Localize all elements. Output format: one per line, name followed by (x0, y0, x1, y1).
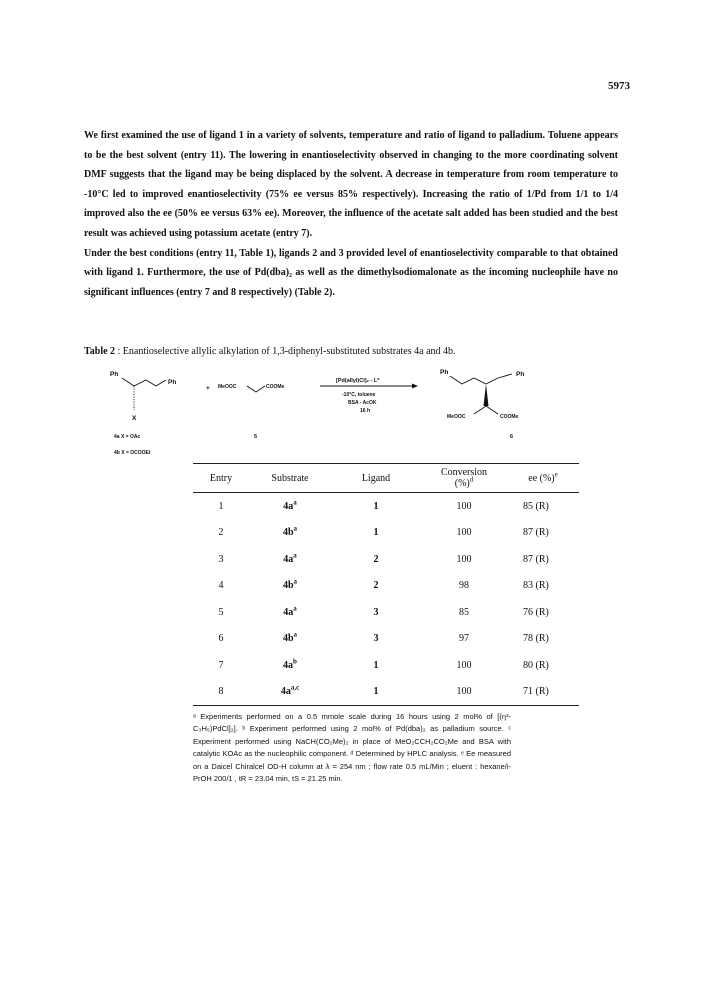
scheme-product-meooc: MeOOC (447, 414, 466, 420)
table-row (193, 573, 579, 600)
cell-ee: 83 (R) (523, 580, 549, 592)
table-row (193, 626, 579, 653)
product-chain (450, 374, 512, 384)
table-row (193, 493, 579, 520)
footnote-b: ᵇ Experiment performed using 2 mol% of Pd(dba)₂ as palladium source. (242, 724, 504, 734)
scheme-label-5: 5 (254, 434, 258, 440)
cell-ee: 85 (R) (523, 500, 549, 512)
scheme-ph-4: Ph (516, 371, 525, 378)
cell-conversion: 100 (456, 686, 472, 698)
cell-conversion: 100 (456, 527, 472, 539)
cell-ligand: 3 (373, 606, 379, 618)
cell-entry: 2 (218, 527, 224, 539)
cell-ee: 76 (R) (523, 606, 549, 618)
cell-entry: 7 (218, 659, 224, 671)
scheme-catalyst: [Pd(allyl)Cl]₂ - L* (336, 378, 380, 384)
header-entry: Entry (209, 472, 233, 484)
scheme-cond3: 16 h (360, 408, 371, 414)
cell-conversion: 100 (456, 553, 472, 565)
header-ee: ee (%)$^e$ (528, 470, 558, 484)
cell-entry: 4 (218, 580, 224, 592)
footnote-e: ᵉ Ee measured on a Daicel Chiralcel OD-H column at λ = 254 nm ; flow rate 0.5 mL/Min ; eluent : hexane/i-PrOH 200/1 , tR = 23.04 min, tS = 21.25 min. (193, 749, 511, 784)
reaction-scheme-drawing (110, 366, 590, 476)
results-table (193, 463, 579, 706)
cell-ee: 71 (R) (523, 686, 549, 698)
cell-substrate: $4a^a$ (283, 604, 297, 618)
header-ligand: Ligand (361, 472, 391, 484)
footnote-c: ᶜ Experiment performed using NaCH(CO₂Me)₂ in place of MeO₂CCH₂CO₂Me and BSA with catalytic KOAc as the nucleophilic component. (193, 724, 511, 759)
cell-ee: 78 (R) (523, 633, 549, 645)
cell-ligand: 2 (373, 553, 379, 565)
substrate-chain (122, 378, 166, 386)
cell-conversion: 100 (456, 500, 472, 512)
cell-substrate: $4a^a$ (283, 498, 297, 512)
cell-substrate: $4b^a$ (282, 577, 298, 592)
cell-ligand: 1 (373, 500, 379, 512)
cell-ee: 87 (R) (523, 553, 549, 565)
page-number: 5973 (608, 80, 630, 92)
table-row (193, 652, 579, 679)
cell-substrate: $4b^a$ (282, 630, 298, 645)
header-substrate: Substrate (271, 472, 309, 484)
table-row (193, 599, 579, 626)
scheme-cond1: -10°C, toluene (342, 392, 376, 398)
cell-substrate: $4a^a$ (283, 551, 297, 565)
cell-entry: 8 (218, 686, 224, 698)
table-footnotes (193, 711, 511, 785)
cell-ligand: 1 (373, 659, 379, 671)
header-conversion: Conversion (%)$^d$ (440, 467, 488, 489)
cell-substrate: $4a^b$ (283, 657, 297, 671)
cell-conversion: 97 (459, 633, 469, 645)
cell-substrate: $4b^a$ (282, 524, 298, 539)
cell-conversion: 100 (456, 659, 472, 671)
scheme-x: X (132, 415, 137, 422)
cell-entry: 6 (218, 633, 224, 645)
scheme-4a: 4a X = OAc (114, 434, 141, 440)
scheme-label-6: 6 (510, 434, 514, 440)
paragraph-1: We first examined the use of ligand 1 in a variety of solvents, temperature and ratio of ligand to palladium. Toluene appears to be the best solvent (entry 11). The lowering in enantioselectivity observed in changing to the more coordinating solvent DMF suggests that the ligand may be being displaced by the solvent. A decrease in temperature from room temperature to -10°C led to improved enantioselectivity (75% ee versus 85% respectively). Increasing the ratio of 1/Pd from 1/1 to 1/4 improved also the ee (50% ee versus 63% ee). Moreover, the influence of the acetate salt added has been studied and the best result was achieved using potassium acetate (entry 7). (84, 130, 618, 239)
cell-ee: 87 (R) (523, 527, 549, 539)
nucleophile-chain (247, 386, 265, 392)
cell-entry: 1 (218, 500, 224, 512)
scheme-plus: + (206, 385, 210, 392)
scheme-ph-2: Ph (168, 379, 177, 386)
cell-ligand: 2 (373, 580, 379, 592)
scheme-coome: COOMe (266, 384, 285, 390)
table-caption-text: : Enantioselective allylic alkylation of 1,3-diphenyl-substituted substrates 4a and 4b. (115, 346, 456, 357)
table-row (193, 546, 579, 573)
scheme-4b: 4b X = OCOOEt (114, 450, 151, 456)
cell-entry: 5 (218, 606, 224, 618)
table-row (193, 520, 579, 547)
scheme-ph-1: Ph (110, 371, 119, 378)
product-wedge (484, 384, 489, 406)
table-header-row (193, 464, 579, 493)
cell-substrate: $4a^{a,c}$ (280, 683, 300, 698)
scheme-cond2: BSA - AcOK (348, 400, 377, 406)
cell-ligand: 1 (373, 527, 379, 539)
cell-ligand: 1 (373, 686, 379, 698)
scheme-ph-3: Ph (440, 369, 449, 376)
cell-conversion: 85 (459, 606, 469, 618)
table-label: Table 2 (84, 346, 116, 357)
table-caption (84, 346, 644, 357)
scheme-meooc: MeOOC (218, 384, 237, 390)
footnote-a: ᵃ Experiments performed on a 0.5 mmole scale during 16 hours using 2 mol% of [(η³-C₃H₅)PdCl]₂]. (193, 712, 511, 734)
table-row (193, 679, 579, 706)
cell-ligand: 3 (373, 633, 379, 645)
cell-conversion: 98 (459, 580, 469, 592)
body-text (84, 126, 618, 302)
reaction-scheme (110, 366, 590, 476)
cell-entry: 3 (218, 553, 224, 565)
footnote-d: ᵈ Determined by HPLC analysis. (350, 749, 459, 759)
scheme-product-coome: COOMe (500, 414, 519, 420)
paragraph-2: Under the best conditions (entry 11, Table 1), ligands 2 and 3 provided level of enantioselectivity comparable to that obtained with ligand 1. Furthermore, the use of Pd(dba)₂ as well as the dimethylsodiomalonate as the incoming nucleophile have no significant influences (entry 7 and 8 respectively) (Table 2). (84, 247, 618, 298)
product-malonate (474, 406, 498, 414)
cell-ee: 80 (R) (523, 659, 549, 671)
arrow-head (412, 384, 418, 389)
